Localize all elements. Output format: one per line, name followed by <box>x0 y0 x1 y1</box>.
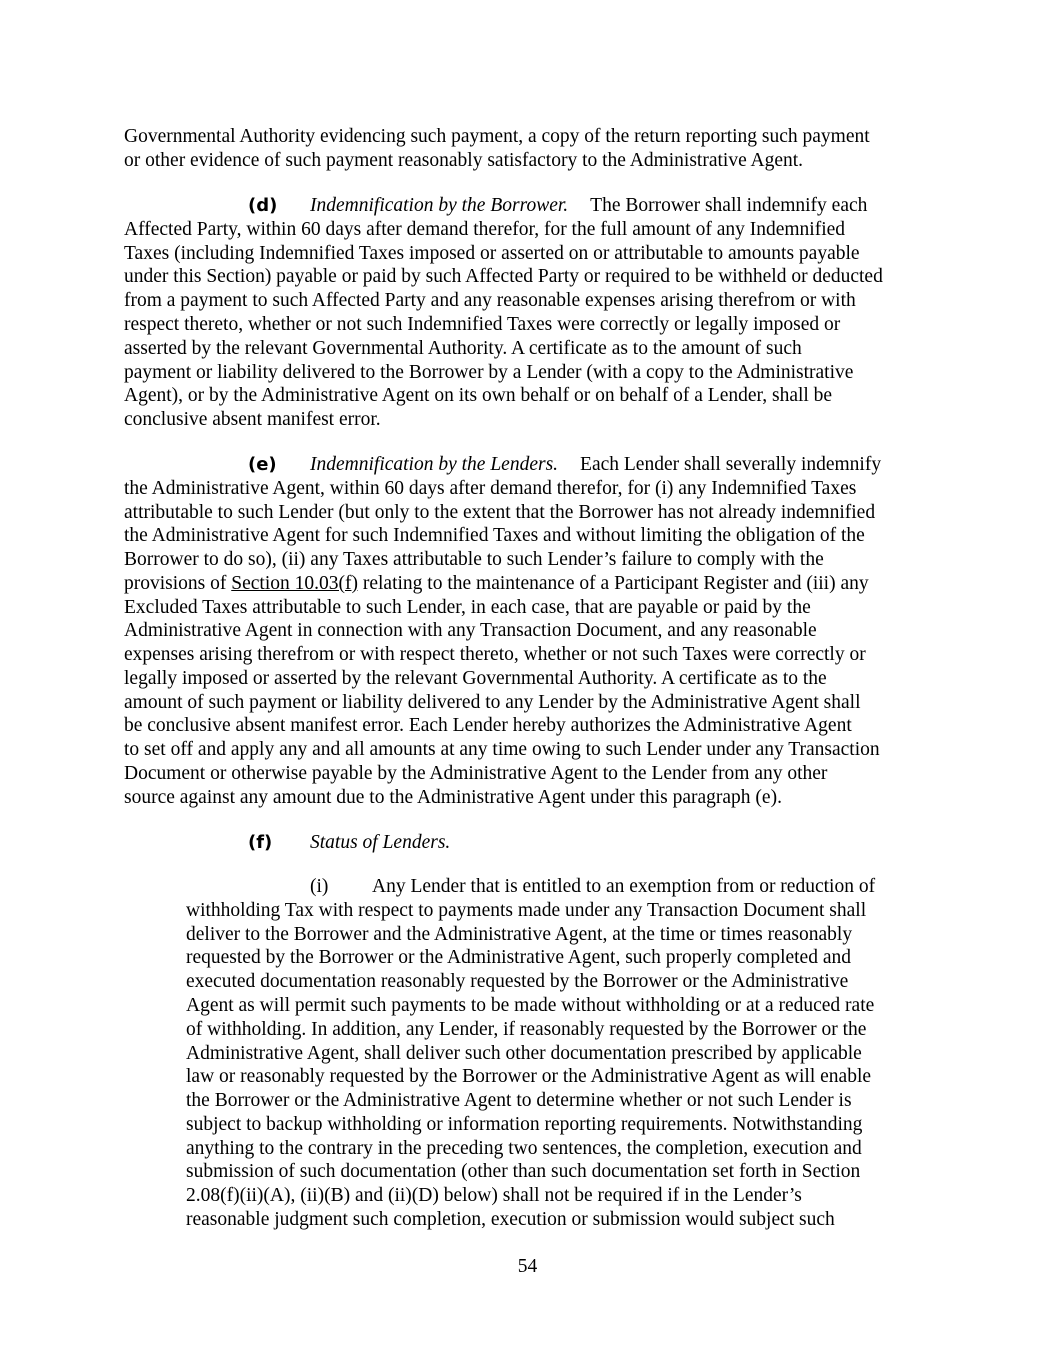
section-d-line: respect thereto, whether or not such Indemnified Taxes were correctly or legally imposed or <box>124 314 841 335</box>
section-f-heading-row <box>310 831 450 855</box>
section-e-line: expenses arising therefrom or with respect thereto, whether or not such Taxes were correctly or <box>124 644 866 665</box>
section-10-03-f-link[interactable]: Section 10.03(f) <box>231 573 358 594</box>
section-e-link-prefix: provisions of <box>124 573 232 594</box>
sub-i-line: reasonable judgment such completion, execution or submission would subject such <box>186 1209 835 1230</box>
section-e-first-line: Each Lender shall severally indemnify <box>580 454 882 475</box>
section-d-line: under this Section) payable or paid by such Affected Party or required to be withheld or deducted <box>124 266 883 287</box>
sub-i-line: executed documentation reasonably requested by the Borrower or the Administrative <box>186 971 849 992</box>
sub-i-line: requested by the Borrower or the Administrative Agent, such properly completed and <box>186 947 851 968</box>
section-d-heading-row <box>310 194 867 218</box>
section-e-line: source against any amount due to the Administrative Agent under this paragraph (e). <box>124 787 782 808</box>
sub-i-line: Agent as will permit such payments to be made without withholding or at a reduced rate <box>186 995 875 1016</box>
section-d-line: asserted by the relevant Governmental Authority. A certificate as to the amount of such <box>124 338 802 359</box>
section-e-link-line <box>124 572 869 596</box>
section-d-line: Affected Party, within 60 days after demand therefor, for the full amount of any Indemnified <box>124 219 846 240</box>
section-f-marker-line <box>248 831 272 855</box>
sub-i-line: withholding Tax with respect to payments made under any Transaction Document shall <box>186 900 867 921</box>
section-d-heading-line <box>248 194 277 218</box>
sub-i-line: law or reasonably requested by the Borrower or the Administrative Agent as will enable <box>186 1066 872 1087</box>
section-e-line: Document or otherwise payable by the Administrative Agent to the Lender from any other <box>124 763 828 784</box>
section-e-marker-line <box>248 453 277 477</box>
section-e-line: amount of such payment or liability delivered to any Lender by the Administrative Agent shall <box>124 692 861 713</box>
section-e-line: be conclusive absent manifest error. Each Lender hereby authorizes the Administrative Agent <box>124 715 852 736</box>
section-e-heading: Indemnification by the Lenders. <box>310 454 559 475</box>
section-e-line: Borrower to do so), (ii) any Taxes attributable to such Lender’s failure to comply with the <box>124 549 824 570</box>
section-d-heading: Indemnification by the Borrower. <box>310 195 569 216</box>
section-d-line: Taxes (including Indemnified Taxes imposed or asserted on or attributable to amounts payable <box>124 243 860 264</box>
section-e-line: the Administrative Agent, within 60 days after demand therefor, for (i) any Indemnified Taxes <box>124 478 857 499</box>
section-f-marker: (f) <box>248 832 273 853</box>
sub-i-line: submission of such documentation (other than such documentation set forth in Section <box>186 1161 861 1182</box>
section-e-line: legally imposed or asserted by the relevant Governmental Authority. A certificate as to the <box>124 668 827 689</box>
section-e-marker: (e) <box>248 454 277 475</box>
sub-i-marker-line <box>310 875 328 899</box>
section-d-line: conclusive absent manifest error. <box>124 409 381 430</box>
sub-i-line: anything to the contrary in the preceding two sentences, the completion, execution and <box>186 1138 862 1159</box>
sub-i-line: 2.08(f)(ii)(A), (ii)(B) and (ii)(D) below) shall not be required if in the Lender’s <box>186 1185 802 1206</box>
sub-i-line: Administrative Agent, shall deliver such other documentation prescribed by applicable <box>186 1043 862 1064</box>
section-e-line: attributable to such Lender (but only to the extent that the Borrower has not already indemnified <box>124 502 876 523</box>
section-d-first-line: The Borrower shall indemnify each <box>590 195 868 216</box>
sub-i-line: of withholding. In addition, any Lender, if reasonably requested by the Borrower or the <box>186 1019 867 1040</box>
section-e-line: Excluded Taxes attributable to such Lender, in each case, that are payable or paid by the <box>124 597 811 618</box>
section-d-line: payment or liability delivered to the Borrower by a Lender (with a copy to the Administrative <box>124 362 854 383</box>
page-number: 54 <box>517 1256 538 1277</box>
section-d-line: Agent), or by the Administrative Agent on its own behalf or on behalf of a Lender, shall be <box>124 385 833 406</box>
section-e-line: to set off and apply any and all amounts at any time owing to such Lender under any Transaction <box>124 739 880 760</box>
section-f-heading: Status of Lenders. <box>310 832 451 853</box>
section-e-link-suffix: relating to the maintenance of a Participant Register and (iii) any <box>357 573 869 594</box>
section-d-line: from a payment to such Affected Party and any reasonable expenses arising therefrom or with <box>124 290 856 311</box>
sub-i-marker: (i) <box>310 876 329 897</box>
sub-i-line: the Borrower or the Administrative Agent to determine whether or not such Lender is <box>186 1090 852 1111</box>
sub-i-line: deliver to the Borrower and the Administrative Agent, at the time or times reasonably <box>186 924 853 945</box>
sub-i-first-line: Any Lender that is entitled to an exemption from or reduction of <box>372 876 876 897</box>
section-e-line: Administrative Agent in connection with any Transaction Document, and any reasonable <box>124 620 817 641</box>
intro-line: Governmental Authority evidencing such payment, a copy of the return reporting such payment <box>124 126 870 147</box>
section-e-heading-row <box>310 453 881 477</box>
section-e-line: the Administrative Agent for such Indemnified Taxes and without limiting the obligation of the <box>124 525 865 546</box>
section-d-marker: (d) <box>248 195 278 216</box>
intro-line: or other evidence of such payment reasonably satisfactory to the Administrative Agent. <box>124 150 804 171</box>
sub-i-line: subject to backup withholding or information reporting requirements. Notwithstanding <box>186 1114 863 1135</box>
